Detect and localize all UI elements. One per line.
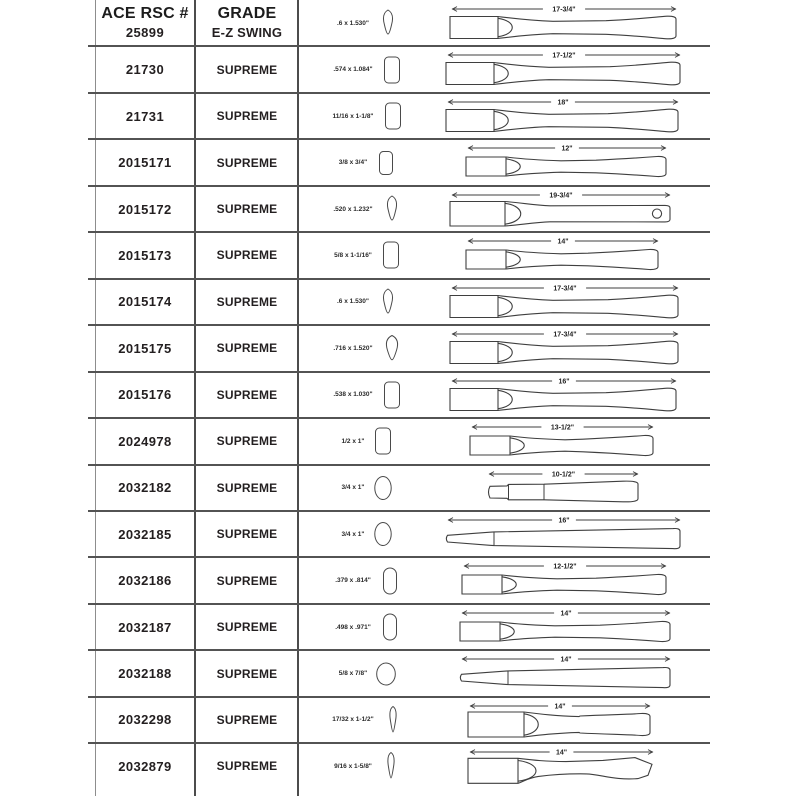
grade-value: SUPREME	[216, 480, 278, 495]
table-row	[0, 139, 800, 185]
handle-illustration	[438, 0, 723, 46]
table-row	[0, 186, 800, 232]
length-dimension-label: 17-1/2"	[552, 52, 576, 60]
size-label: 11/16 x 1-1/8"	[332, 112, 374, 120]
grade-value: SUPREME	[216, 620, 278, 635]
part-number: 2032182	[118, 480, 172, 496]
part-number: 21731	[125, 108, 165, 124]
grade-cell	[197, 465, 297, 511]
cross-section-icon	[381, 55, 403, 85]
size-spec	[300, 418, 436, 464]
size-label: .498 x .971"	[335, 623, 371, 631]
handle-illustration	[438, 743, 723, 789]
length-dimension-label: 17-3/4"	[552, 6, 576, 14]
row-divider	[88, 556, 710, 558]
grade-value: SUPREME	[216, 294, 278, 309]
handle-illustration	[438, 372, 723, 418]
size-label: 1/2 x 1"	[341, 437, 365, 445]
length-dimension-label: 17-3/4"	[553, 285, 577, 293]
handle-illustration	[438, 279, 723, 325]
part-number-cell	[96, 139, 194, 185]
part-number: 2032186	[118, 573, 172, 589]
grade-cell	[197, 650, 297, 696]
size-label: 5/8 x 1-1/16"	[334, 251, 372, 259]
grade-value: SUPREME	[216, 109, 278, 124]
length-dimension-label: 14"	[560, 610, 572, 618]
table-row	[0, 0, 800, 46]
size-spec	[300, 604, 436, 650]
part-number: 2015171	[118, 155, 172, 171]
grade-value: SUPREME	[216, 759, 278, 774]
part-number-cell	[96, 0, 194, 46]
size-spec	[300, 232, 436, 278]
cross-section-icon	[372, 519, 394, 549]
grade-value: E-Z SWING	[211, 25, 283, 40]
part-number-cell	[96, 93, 194, 139]
cross-section-icon	[381, 380, 403, 410]
handle-illustration	[438, 465, 723, 511]
part-number: 21730	[125, 62, 165, 78]
grade-cell	[197, 0, 297, 46]
part-number: 2015173	[118, 247, 172, 263]
column-header-part: ACE RSC #	[101, 5, 189, 22]
cross-section-icon	[380, 751, 402, 781]
row-divider	[88, 231, 710, 233]
size-spec	[300, 325, 436, 371]
length-dimension-label: 12-1/2"	[553, 563, 577, 571]
column-header-grade: GRADE	[217, 5, 277, 22]
cross-section-icon	[375, 659, 397, 689]
grade-value: SUPREME	[216, 155, 278, 170]
row-divider	[88, 92, 710, 94]
size-spec	[300, 511, 436, 557]
size-label: 3/4 x 1"	[341, 484, 365, 492]
table-row	[0, 604, 800, 650]
part-number-cell	[96, 325, 194, 371]
part-number: 2015176	[118, 387, 172, 403]
table-row	[0, 697, 800, 743]
grade-cell	[197, 372, 297, 418]
part-number-cell	[96, 604, 194, 650]
grade-cell	[197, 139, 297, 185]
length-dimension-label: 16"	[558, 517, 570, 525]
row-divider	[88, 138, 710, 140]
length-dimension-label: 14"	[560, 656, 572, 664]
size-spec	[300, 743, 436, 789]
grade-cell	[197, 325, 297, 371]
size-label: .520 x 1.232"	[333, 205, 373, 213]
table-row	[0, 46, 800, 92]
length-dimension-label: 14"	[554, 703, 566, 711]
handle-illustration	[438, 604, 723, 650]
size-label: .6 x 1.530"	[337, 298, 369, 306]
size-spec	[300, 93, 436, 139]
size-spec	[300, 0, 436, 46]
part-number: 2015175	[118, 340, 172, 356]
handle-illustration	[438, 511, 723, 557]
part-number: 2032879	[118, 758, 172, 774]
part-number-cell	[96, 511, 194, 557]
cross-section-icon	[377, 8, 399, 38]
part-number-cell	[96, 46, 194, 92]
part-number-cell	[96, 557, 194, 603]
size-spec	[300, 650, 436, 696]
hang-hole	[652, 209, 661, 218]
grade-value: SUPREME	[216, 434, 278, 449]
cross-section-icon	[372, 426, 394, 456]
part-number-cell	[96, 279, 194, 325]
handle-illustration	[438, 232, 723, 278]
handle-illustration	[438, 418, 723, 464]
row-divider	[88, 464, 710, 466]
cross-section-icon	[372, 473, 394, 503]
size-label: 3/4 x 1"	[341, 530, 365, 538]
grade-value: SUPREME	[216, 62, 278, 77]
part-number: 2015174	[118, 294, 172, 310]
row-divider	[88, 510, 710, 512]
grade-value: SUPREME	[216, 387, 278, 402]
cross-section-icon	[380, 240, 402, 270]
length-dimension-label: 18"	[557, 99, 569, 107]
grade-cell	[197, 279, 297, 325]
size-label: .574 x 1.084"	[333, 66, 373, 74]
length-dimension-label: 14"	[555, 749, 568, 757]
grade-value: SUPREME	[216, 527, 278, 542]
grade-cell	[197, 557, 297, 603]
length-dimension-label: 13-1/2"	[550, 424, 575, 432]
part-number-cell	[96, 743, 194, 789]
table-row	[0, 418, 800, 464]
row-divider	[88, 742, 710, 744]
length-dimension-label: 12"	[561, 145, 573, 153]
table-row	[0, 372, 800, 418]
size-label: .379 x .814"	[335, 577, 371, 585]
length-dimension-label: 16"	[558, 377, 570, 385]
size-spec	[300, 557, 436, 603]
table-row	[0, 557, 800, 603]
length-dimension-label: 14"	[557, 238, 569, 246]
length-dimension-label: 19-3/4"	[549, 192, 573, 200]
size-spec	[300, 465, 436, 511]
grade-value: SUPREME	[216, 573, 278, 588]
cross-section-icon	[377, 287, 399, 317]
table-row	[0, 650, 800, 696]
table-row	[0, 325, 800, 371]
cross-section-icon	[379, 612, 401, 642]
row-divider	[88, 278, 710, 280]
size-label: .538 x 1.030"	[333, 391, 373, 399]
grade-cell	[197, 93, 297, 139]
grade-value: SUPREME	[216, 248, 278, 263]
handle-illustration	[438, 139, 723, 185]
part-number-cell	[96, 697, 194, 743]
grade-value: SUPREME	[216, 202, 278, 217]
cross-section-icon	[382, 705, 404, 735]
part-number: 2032188	[118, 666, 172, 682]
part-number-cell	[96, 232, 194, 278]
grade-cell	[197, 418, 297, 464]
part-number-cell	[96, 650, 194, 696]
row-divider	[88, 324, 710, 326]
table-row	[0, 279, 800, 325]
part-number: 2032298	[118, 712, 172, 728]
grade-cell	[197, 511, 297, 557]
row-divider	[88, 371, 710, 373]
size-label: 3/8 x 3/4"	[338, 159, 368, 167]
table-row	[0, 93, 800, 139]
row-divider	[88, 603, 710, 605]
handle-illustration	[438, 46, 723, 92]
part-number-cell	[96, 418, 194, 464]
length-dimension-label: 10-1/2"	[551, 470, 576, 478]
cross-section-icon	[375, 148, 397, 178]
table-row	[0, 232, 800, 278]
part-number: 2015172	[118, 201, 172, 217]
size-label: 9/16 x 1-5/8"	[334, 762, 372, 770]
row-divider	[88, 45, 710, 47]
size-spec	[300, 186, 436, 232]
grade-cell	[197, 743, 297, 789]
handle-illustration	[438, 325, 723, 371]
part-number: 2032185	[118, 526, 172, 542]
grade-value: SUPREME	[216, 666, 278, 681]
row-divider	[88, 185, 710, 187]
row-divider	[88, 417, 710, 419]
cross-section-icon	[382, 101, 404, 131]
size-spec	[300, 279, 436, 325]
grade-value: SUPREME	[216, 341, 278, 356]
grade-cell	[197, 186, 297, 232]
handle-illustration	[438, 186, 723, 232]
grade-cell	[197, 697, 297, 743]
table-row	[0, 511, 800, 557]
size-spec	[300, 139, 436, 185]
size-spec	[300, 372, 436, 418]
part-number-cell	[96, 186, 194, 232]
cross-section-icon	[381, 194, 403, 224]
part-number: 25899	[125, 25, 165, 40]
size-label: 5/8 x 7/8"	[338, 670, 368, 678]
handle-illustration	[438, 650, 723, 696]
size-spec	[300, 697, 436, 743]
size-spec	[300, 46, 436, 92]
grade-value: SUPREME	[216, 712, 278, 727]
grade-cell	[197, 604, 297, 650]
handle-illustration	[438, 93, 723, 139]
part-number: 2032187	[118, 619, 172, 635]
part-number-cell	[96, 465, 194, 511]
part-number-cell	[96, 372, 194, 418]
handle-illustration	[438, 697, 723, 743]
size-label: 17/32 x 1-1/2"	[332, 716, 374, 724]
part-number: 2024978	[118, 433, 172, 449]
size-label: .716 x 1.520"	[333, 344, 373, 352]
cross-section-icon	[381, 333, 403, 363]
row-divider	[88, 696, 710, 698]
cross-section-icon	[379, 566, 401, 596]
row-divider	[88, 649, 710, 651]
grade-cell	[197, 232, 297, 278]
size-label: .6 x 1.530"	[337, 19, 369, 27]
handle-illustration	[438, 557, 723, 603]
table-row	[0, 465, 800, 511]
length-dimension-label: 17-3/4"	[553, 331, 577, 339]
grade-cell	[197, 46, 297, 92]
table-row	[0, 743, 800, 789]
